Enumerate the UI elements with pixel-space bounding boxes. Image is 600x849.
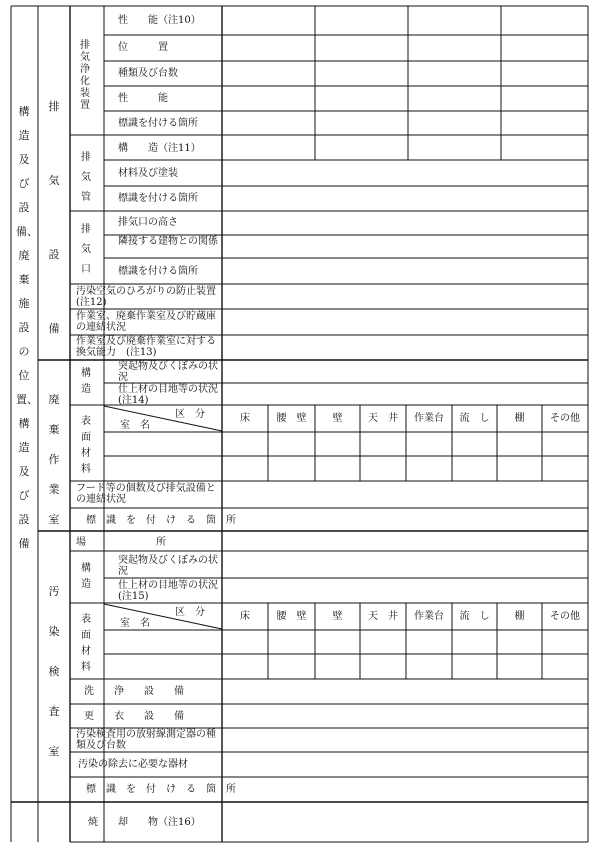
inspection-washing: 洗 浄 設 備: [84, 686, 184, 697]
inspection-room-col-header: 壁: [332, 611, 343, 622]
duct-sign-place: 標識を付ける箇所: [118, 193, 198, 204]
inspection-header-kubun: 区 分: [175, 607, 205, 618]
incinerator-label: 焼 却 物（注16）: [88, 817, 201, 828]
disposal-room-col-header: 流 し: [459, 413, 490, 424]
section-label: 構造及び設備、廃棄施設の位置、構造及び設備: [16, 105, 38, 550]
inspection-room-col-header: 流 し: [459, 611, 490, 622]
inspection-removal: 汚染の除去に必要な器材: [78, 759, 188, 770]
inspection-location: 場 所: [76, 537, 166, 548]
duct-material: 材料及び塗装: [118, 168, 178, 179]
inspection-sign-place: 標 識 を 付 け る 箇 所: [86, 784, 236, 795]
disposal-room-col-header: 腰 壁: [276, 413, 307, 424]
disposal-surface-label: 表面材料: [81, 416, 91, 475]
duct-structure: 構 造（注11）: [118, 143, 201, 154]
disposal-room-col-header: その他: [550, 413, 580, 424]
outlet-relation: 隣接する建物との関係: [118, 236, 218, 247]
disposal-header-room: 室 名: [120, 420, 150, 431]
disposal-sign-place: 標 識 を 付 け る 箇 所: [86, 515, 236, 526]
outlet-height: 排気口の高さ: [118, 217, 178, 228]
exhaust-performance: 性 能（注10）: [118, 15, 201, 26]
purifier-type-count: 種類及び台数: [118, 68, 178, 79]
disposal-room-col-header: 棚: [514, 413, 525, 424]
disposal-gaps: 突起物及びくぼみの状況: [118, 361, 218, 383]
inspection-surface-label: 表面材料: [81, 614, 91, 673]
inspection-room-col-header: その他: [550, 611, 580, 622]
outlet-label: 排気口: [81, 224, 91, 275]
inspection-gaps: 突起物及びくぼみの状況: [118, 555, 218, 577]
purifier-performance: 性 能: [118, 93, 168, 104]
disposal-hood: フード等の個数及び排気設備との連結状況: [76, 483, 216, 505]
disposal-structure-label: 構造: [81, 368, 91, 395]
duct-label: 排気管: [81, 152, 91, 203]
inspection-room-col-header: 棚: [514, 611, 525, 622]
inspection-structure-label: 構造: [81, 563, 91, 590]
disposal-finish: 仕上材の目地等の状況 (注14): [118, 384, 228, 406]
inspection-room-col-header: 腰 壁: [276, 611, 307, 622]
dispersion-label: 汚染空気のひろがりの防止装置 (注12): [76, 286, 226, 308]
inspection-header-room: 室 名: [120, 618, 150, 629]
disposal-room-col-header: 作業台: [414, 413, 444, 424]
exhaust-group-label: 排気設備: [48, 100, 60, 335]
disposal-room-col-header: 天 井: [368, 413, 398, 424]
disposal-room-col-header: 壁: [332, 413, 343, 424]
outlet-sign-place: 標識を付ける箇所: [118, 266, 198, 277]
inspection-room-col-header: 作業台: [414, 611, 444, 622]
disposal-header-kubun: 区 分: [175, 409, 205, 420]
disposal-room-label: 廃棄作業室: [48, 393, 60, 526]
purifier-position: 位 置: [118, 42, 168, 53]
inspection-room-col-header: 床: [240, 611, 250, 622]
capacity-label: 作業室及び廃棄作業室に対する換気能力 (注13): [76, 336, 216, 358]
inspection-finish: 仕上材の目地等の状況 (注15): [118, 580, 228, 602]
inspection-instruments: 汚染検査用の放射線測定器の種類及び台数: [76, 729, 216, 751]
disposal-room-col-header: 床: [240, 413, 250, 424]
purifier-label: 排気浄化装置: [80, 40, 90, 111]
inspection-changing: 更 衣 設 備: [84, 711, 184, 722]
inspection-room-col-header: 天 井: [368, 611, 398, 622]
purifier-sign-place: 標識を付ける箇所: [118, 118, 198, 129]
connection-label: 作業室、廃棄作業室及び貯蔵庫の連結状況: [76, 311, 216, 333]
inspection-room-label: 汚染検査室: [48, 585, 60, 758]
